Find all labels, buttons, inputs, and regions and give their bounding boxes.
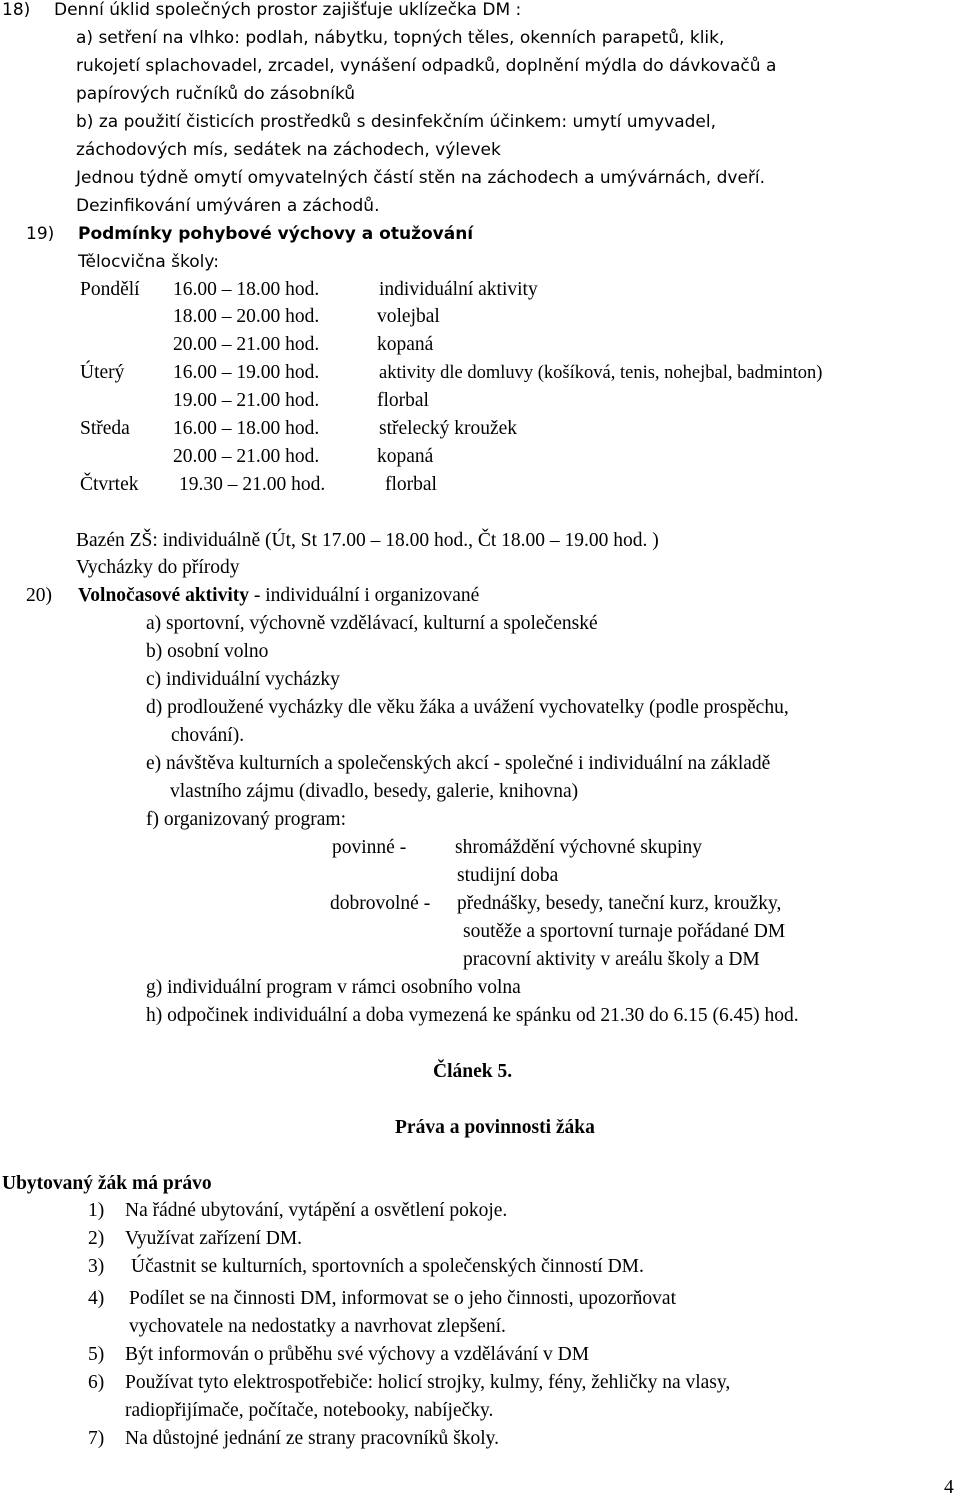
schedule-activity: střelecký kroužek <box>379 418 518 439</box>
leisure-item-e-line-2: vlastního zájmu (divadlo, besedy, galerie, knihovna) <box>170 781 579 802</box>
right-text: Být informován o průběhu své výchovy a vzdělávání v DM <box>125 1344 590 1365</box>
schedule-activity: volejbal <box>377 306 440 327</box>
right-text: Účastnit se kulturních, sportovních a společenských činností DM. <box>131 1256 644 1277</box>
schedule-activity: aktivity dle domluvy (košíková, tenis, nohejbal, badminton) <box>379 363 823 383</box>
section-20-subtitle: - individuální i organizované <box>249 585 480 606</box>
section-18-weekly-cleaning: Jednou týdně omytí omyvatelných částí stěn na záchodech a umývárnách, dveří. <box>76 168 766 188</box>
schedule-day: Úterý <box>80 362 125 383</box>
mandatory-item: shromáždění výchovné skupiny <box>455 837 702 858</box>
gym-heading: Tělocvična školy: <box>78 252 219 272</box>
section-18-a-line-3: papírových ručníků do zásobníků <box>76 84 356 104</box>
right-number: 1) <box>88 1200 105 1221</box>
schedule-activity: individuální aktivity <box>379 279 538 300</box>
section-18-disinfection: Dezinfikování umýváren a záchodů. <box>76 196 380 216</box>
section-20-title: Volnočasové aktivity <box>78 585 249 606</box>
leisure-item-d-line-1: d) prodloužené vycházky dle věku žáka a uvážení vychovatelky (podle prospěchu, <box>146 697 789 718</box>
schedule-activity: kopaná <box>377 334 434 355</box>
rights-heading: Ubytovaný žák má právo <box>2 1173 212 1194</box>
section-19-title: Podmínky pohybové výchovy a otužování <box>78 224 474 244</box>
page-number: 4 <box>944 1477 954 1498</box>
schedule-time: 20.00 – 21.00 hod. <box>173 446 320 467</box>
leisure-item-h: h) odpočinek individuální a doba vymezená ke spánku od 21.30 do 6.15 (6.45) hod. <box>146 1005 799 1026</box>
section-20-number: 20) <box>26 585 52 606</box>
section-18-b-line-2: záchodových mís, sedátek na záchodech, výlevek <box>76 140 501 160</box>
leisure-item-g: g) individuální program v rámci osobního volna <box>146 977 521 998</box>
leisure-item-c: c) individuální vycházky <box>146 669 340 690</box>
right-text: Podílet se na činnosti DM, informovat se o jeho činnosti, upozorňovat <box>129 1288 676 1309</box>
schedule-time: 19.00 – 21.00 hod. <box>173 390 320 411</box>
leisure-item-b: b) osobní volno <box>146 641 269 662</box>
right-text: Na řádné ubytování, vytápění a osvětlení pokoje. <box>125 1200 508 1221</box>
section-19-number: 19) <box>26 224 55 244</box>
schedule-time: 18.00 – 20.00 hod. <box>173 306 320 327</box>
right-text: Na důstojné jednání ze strany pracovníků školy. <box>125 1428 500 1449</box>
voluntary-label: dobrovolné - <box>330 893 431 914</box>
right-text-continued: vychovatele na nedostatky a navrhovat zlepšení. <box>129 1316 506 1337</box>
leisure-item-a: a) sportovní, výchovně vzdělávací, kulturní a společenské <box>146 613 598 634</box>
right-number: 6) <box>88 1372 105 1393</box>
right-number: 2) <box>88 1228 105 1249</box>
schedule-activity: florbal <box>385 474 437 495</box>
section-18-heading: Denní úklid společných prostor zajišťuje uklízečka DM : <box>54 0 522 20</box>
section-18-number: 18) <box>2 0 31 20</box>
right-number: 5) <box>88 1344 105 1365</box>
section-18-b-line-1: b) za použití čisticích prostředků s desinfekčním účinkem: umytí umyvadel, <box>76 112 716 132</box>
leisure-item-e-line-1: e) návštěva kulturních a společenských akcí - společné i individuální na základě <box>146 753 771 774</box>
section-18-a-line-1: a) setření na vlhko: podlah, nábytku, topných těles, okenních parapetů, klik, <box>76 28 725 48</box>
leisure-item-d-line-2: chování). <box>171 725 245 746</box>
article-heading: Článek 5. <box>433 1061 513 1082</box>
article-title: Práva a povinnosti žáka <box>395 1117 595 1138</box>
mandatory-item: studijní doba <box>457 865 559 886</box>
schedule-activity: florbal <box>377 390 429 411</box>
voluntary-item: soutěže a sportovní turnaje pořádané DM <box>463 921 786 942</box>
schedule-time: 16.00 – 18.00 hod. <box>173 418 320 439</box>
right-number: 7) <box>88 1428 105 1449</box>
schedule-time: 16.00 – 19.00 hod. <box>173 362 320 383</box>
schedule-day: Středa <box>80 418 130 439</box>
right-number: 4) <box>88 1288 105 1309</box>
voluntary-item: přednášky, besedy, taneční kurz, kroužky, <box>457 893 782 914</box>
right-number: 3) <box>88 1256 105 1277</box>
schedule-time: 20.00 – 21.00 hod. <box>173 334 320 355</box>
mandatory-label: povinné - <box>332 837 407 858</box>
section-18-a-line-2: rukojetí splachovadel, zrcadel, vynášení odpadků, doplnění mýdla do dávkovačů a <box>76 56 777 76</box>
right-text: Využívat zařízení DM. <box>125 1228 303 1249</box>
schedule-time: 16.00 – 18.00 hod. <box>173 279 320 300</box>
schedule-day: Čtvrtek <box>80 474 139 495</box>
leisure-item-f: f) organizovaný program: <box>146 809 346 830</box>
right-text-continued: radiopřijímače, počítače, notebooky, nabíječky. <box>125 1400 494 1421</box>
schedule-activity: kopaná <box>377 446 434 467</box>
nature-walks: Vycházky do přírody <box>76 557 240 578</box>
section-20-heading <box>78 584 479 608</box>
schedule-day: Pondělí <box>80 279 140 300</box>
schedule-time: 19.30 – 21.00 hod. <box>179 474 326 495</box>
pool-info: Bazén ZŠ: individuálně (Út, St 17.00 – 18.00 hod., Čt 18.00 – 19.00 hod. ) <box>76 530 659 551</box>
right-text: Používat tyto elektrospotřebiče: holicí strojky, kulmy, fény, žehličky na vlasy, <box>125 1372 731 1393</box>
voluntary-item: pracovní aktivity v areálu školy a DM <box>463 949 760 970</box>
